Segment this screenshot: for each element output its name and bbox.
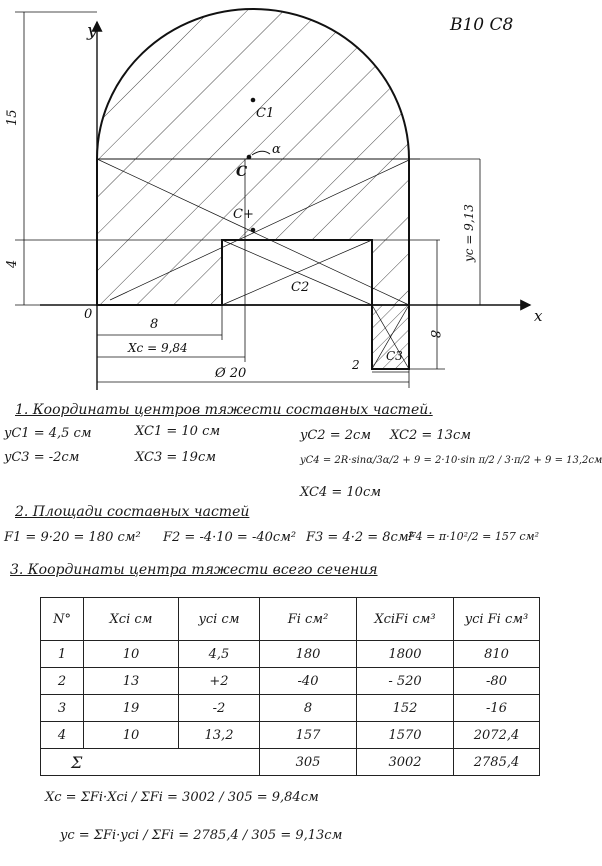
table-cell: 13,2: [179, 722, 260, 749]
xc4-value: XC4 = 10см: [300, 485, 382, 500]
table-cell: 2072,4: [454, 722, 540, 749]
label-c1: C1: [256, 106, 275, 121]
col-yci: yci см: [179, 598, 260, 641]
xc1-value: XC1 = 10 см: [135, 424, 221, 439]
label-origin: 0: [84, 307, 93, 322]
yc4-formula: yC4 = 2R·sinα/3α/2 + 9 = 2·10·sin π/2 / 3·π/2 + 9 = 13,2см: [300, 455, 602, 466]
xc-formula: Xc = ΣFi·Xci / ΣFi = 3002 / 305 = 9,84см: [45, 790, 319, 805]
table-cell: -80: [454, 668, 540, 695]
sum-fi: 305: [260, 749, 357, 776]
yc1-value: yC1 = 4,5 см: [4, 426, 92, 441]
table-cell: 8: [260, 695, 357, 722]
f3-value: F3 = 4·2 = 8см²: [306, 530, 414, 545]
col-fi: Fi см²: [260, 598, 357, 641]
sum-label: Σ: [41, 749, 260, 776]
f1-value: F1 = 9·20 = 180 см²: [4, 530, 141, 545]
table-cell: 4: [41, 722, 84, 749]
table-row: [41, 668, 540, 695]
table-cell: 1800: [357, 641, 454, 668]
dim-2: 2: [352, 358, 360, 372]
yc-formula: yc = ΣFi·yci / ΣFi = 2785,4 / 305 = 9,13см: [60, 828, 343, 843]
label-c2: C2: [291, 280, 310, 295]
col-xci: Xci см: [84, 598, 179, 641]
label-y-axis: y: [87, 20, 98, 41]
table-cell: 1: [41, 641, 84, 668]
dim-8-vertical: 8: [427, 330, 442, 339]
sum-xcifi: 3002: [357, 749, 454, 776]
table-row: [41, 722, 540, 749]
label-alpha: α: [272, 142, 281, 157]
table-cell: 180: [260, 641, 357, 668]
table-row: [41, 641, 540, 668]
table-cell: 3: [41, 695, 84, 722]
dim-diameter: Ø 20: [215, 366, 247, 381]
f4-value: F4 = π·10²/2 = 157 см²: [408, 530, 540, 543]
table-cell: 810: [454, 641, 540, 668]
yc2-value: yC2 = 2см: [300, 428, 372, 443]
section2-title: 2. Площади составных частей: [15, 504, 250, 520]
dim-4: 4: [5, 259, 20, 268]
xc2-value: XC2 = 13см: [390, 428, 472, 443]
table-cell: 152: [357, 695, 454, 722]
point-c-plus: [251, 228, 256, 233]
table-cell: 10: [84, 722, 179, 749]
sum-ycifi: 2785,4: [454, 749, 540, 776]
table-cell: 13: [84, 668, 179, 695]
table-cell: -16: [454, 695, 540, 722]
table-cell: 10: [84, 641, 179, 668]
table-cell: 4,5: [179, 641, 260, 668]
f2-value: F2 = -4·10 = -40см²: [163, 530, 297, 545]
col-ycifi: yci Fi см³: [454, 598, 540, 641]
header-code: B10 C8: [450, 15, 514, 35]
dim-8-horizontal: 8: [150, 317, 159, 332]
label-c: C: [236, 164, 248, 180]
dim-15: 15: [5, 109, 20, 126]
table-cell: - 520: [357, 668, 454, 695]
col-number: N°: [41, 598, 84, 641]
dim-yc: yc = 9,13: [462, 204, 476, 262]
table-cell: 2: [41, 668, 84, 695]
table-row: [41, 695, 540, 722]
yc3-value: yC3 = -2см: [4, 450, 80, 465]
cross-section-drawing: [0, 0, 550, 400]
xc3-value: XC3 = 19см: [135, 450, 217, 465]
table-cell: 157: [260, 722, 357, 749]
table-sum-row: [41, 749, 540, 776]
table-cell: 1570: [357, 722, 454, 749]
table-cell: -2: [179, 695, 260, 722]
label-c-plus: C+: [233, 207, 254, 222]
point-c1: [251, 98, 256, 103]
section1-title: 1. Координаты центров тяжести составных частей.: [15, 402, 433, 418]
col-xcifi: XciFi см³: [357, 598, 454, 641]
dim-xc: Xc = 9,84: [128, 341, 188, 355]
results-table: [40, 597, 540, 776]
section3-title: 3. Координаты центра тяжести всего сечения: [10, 562, 378, 578]
label-c3: C3: [386, 349, 403, 363]
point-c: [247, 155, 252, 160]
table-cell: +2: [179, 668, 260, 695]
table-cell: 19: [84, 695, 179, 722]
table-header-row: [41, 598, 540, 641]
table-cell: -40: [260, 668, 357, 695]
label-x-axis: x: [534, 307, 543, 325]
